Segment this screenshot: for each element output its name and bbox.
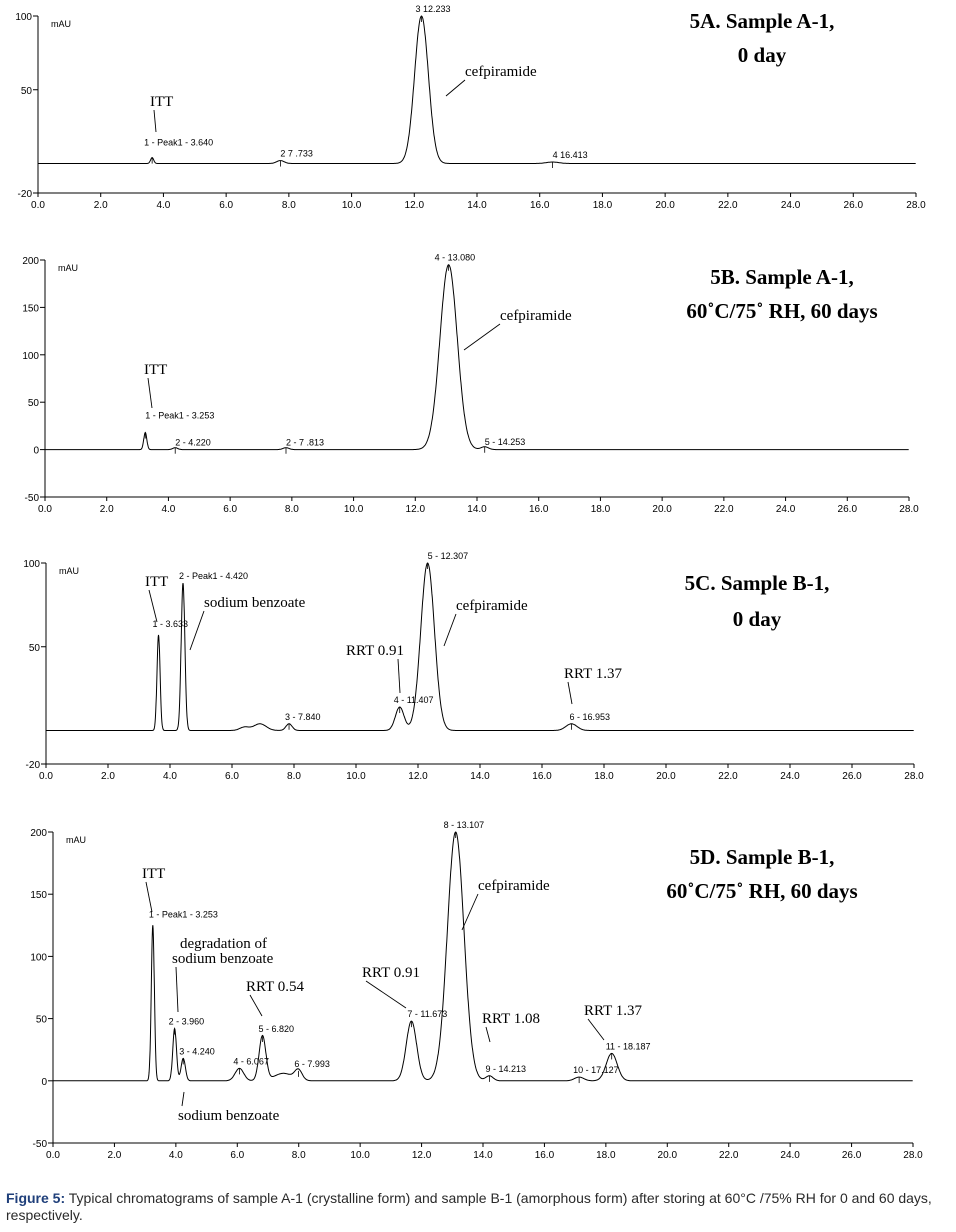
panel-title: 0 day: [737, 43, 787, 67]
chromatogram-5C: [23, 551, 924, 782]
peak-label: 2 - 7 .813: [285, 437, 325, 448]
y-tick-label: -50: [24, 493, 39, 504]
x-tick-label: 0.0: [31, 200, 45, 211]
x-tick-label: 0.0: [39, 771, 53, 782]
annotation-label: RRT 0.54: [246, 979, 305, 995]
annotation-label: RRT 1.37: [564, 666, 623, 682]
chromatogram-5A: [15, 4, 926, 211]
x-tick-label: 22.0: [718, 771, 738, 782]
annotation-leader: [568, 682, 572, 704]
x-tick-label: 12.0: [405, 504, 426, 515]
x-tick-label: 10.0: [346, 771, 366, 782]
panel-title: 5B. Sample A-1,: [710, 265, 854, 289]
annotation-leader: [250, 995, 262, 1016]
y-axis-unit: mAU: [51, 19, 71, 29]
y-tick-label: 0: [41, 1076, 47, 1088]
x-tick-label: 6.0: [219, 200, 234, 211]
x-tick-label: 24.0: [780, 771, 800, 782]
x-tick-label: 8.0: [287, 771, 301, 782]
x-tick-label: 16.0: [532, 771, 552, 782]
annotation-label: sodium benzoate: [204, 595, 306, 611]
peak-label: 5 - 6.820: [258, 1024, 295, 1035]
x-tick-label: 26.0: [837, 504, 858, 515]
x-tick-label: 4.0: [163, 771, 177, 782]
annotation-leader: [146, 882, 152, 912]
peak-label: 6 - 7.993: [294, 1058, 330, 1069]
x-tick-label: 24.0: [780, 200, 801, 211]
peak-label: 5 - 12.307: [427, 551, 469, 561]
peak-label: 2 - 4.220: [175, 437, 211, 448]
y-tick-label: 200: [22, 256, 39, 267]
annotation-label: sodium benzoate: [172, 951, 274, 967]
y-axis-unit: mAU: [59, 566, 79, 576]
x-tick-label: 18.0: [596, 1150, 616, 1161]
annotation-leader: [366, 981, 406, 1008]
y-tick-label: 0: [33, 445, 39, 457]
annotation-label: RRT 0.91: [362, 965, 421, 981]
annotation-leader: [444, 614, 456, 646]
x-tick-label: 18.0: [592, 200, 613, 211]
peak-label: 2 7 .733: [280, 148, 313, 159]
annotation-leader: [190, 611, 204, 650]
x-tick-label: 20.0: [655, 200, 675, 211]
peak-label: 7 - 11.673: [407, 1009, 448, 1020]
x-tick-label: 12.0: [404, 200, 425, 211]
annotation-leader: [154, 110, 156, 132]
x-tick-label: 22.0: [718, 1150, 739, 1161]
y-tick-label: 100: [15, 12, 32, 23]
y-tick-label: -20: [25, 760, 40, 771]
x-tick-label: 6.0: [225, 771, 239, 782]
x-tick-label: 26.0: [841, 1150, 862, 1161]
y-tick-label: 50: [20, 85, 32, 97]
annotation-label: cefpiramide: [465, 64, 537, 80]
x-tick-label: 6.0: [223, 504, 238, 515]
peak-label: 5 - 14.253: [484, 436, 526, 447]
peak-label: 4 - 11.407: [393, 695, 434, 706]
x-tick-label: 0.0: [38, 504, 52, 515]
annotation-leader: [182, 1092, 184, 1106]
x-tick-label: 28.0: [899, 504, 919, 515]
x-tick-label: 4.0: [161, 504, 176, 515]
x-tick-label: 2.0: [107, 1150, 122, 1161]
chromatogram-5D: [30, 820, 923, 1161]
x-tick-label: 22.0: [714, 504, 734, 515]
x-tick-label: 16.0: [529, 200, 550, 211]
x-tick-label: 12.0: [408, 771, 428, 782]
y-tick-label: 50: [28, 642, 40, 654]
x-tick-label: 2.0: [101, 771, 115, 782]
annotation-leader: [464, 324, 500, 350]
peak-label: 1 - Peak1 - 3.253: [145, 410, 215, 421]
panel-title: 5D. Sample B-1,: [689, 845, 835, 869]
peak-label: 6 - 16.953: [569, 711, 610, 722]
panel-title: 5C. Sample B-1,: [684, 571, 830, 595]
annotation-label: cefpiramide: [456, 598, 528, 614]
peak-label: 10 - 17.127: [573, 1065, 619, 1076]
x-tick-label: 4.0: [156, 200, 171, 211]
peak-label: 3 - 4.240: [179, 1046, 215, 1057]
y-tick-label: -20: [17, 189, 32, 200]
x-tick-label: 28.0: [906, 200, 926, 211]
annotation-leader: [446, 80, 465, 96]
annotation-label: RRT 1.37: [584, 1003, 643, 1019]
y-tick-label: 50: [27, 398, 39, 410]
peak-label: 8 - 13.107: [443, 820, 485, 830]
chromatogram-trace: [45, 265, 909, 450]
x-tick-label: 2.0: [99, 504, 114, 515]
peak-label: 1 - 3.633: [152, 619, 189, 630]
peak-label: 3 - 7.840: [285, 711, 321, 722]
peak-label: 11 - 18.187: [605, 1041, 651, 1052]
peak-label: 2 - Peak1 - 4.420: [179, 571, 249, 582]
x-tick-label: 6.0: [230, 1150, 245, 1161]
y-tick-label: 150: [22, 303, 39, 315]
peak-label: 1 - Peak1 - 3.253: [148, 909, 218, 920]
x-tick-label: 4.0: [168, 1150, 183, 1161]
y-tick-label: 50: [35, 1014, 47, 1026]
x-tick-label: 20.0: [657, 1150, 678, 1161]
annotation-label: RRT 1.08: [482, 1011, 541, 1027]
peak-label: 9 - 14.213: [485, 1063, 526, 1074]
annotation-leader: [148, 378, 152, 408]
peak-label: 3 12.233: [415, 4, 451, 14]
panel-title: 0 day: [732, 607, 782, 631]
annotation-leader: [149, 590, 157, 622]
x-tick-label: 2.0: [93, 200, 108, 211]
x-tick-label: 10.0: [341, 200, 362, 211]
y-tick-label: 100: [23, 559, 40, 570]
annotation-leader: [462, 894, 478, 930]
peak-label: 1 - Peak1 - 3.640: [144, 137, 214, 148]
peak-label: 4 16.413: [552, 150, 588, 161]
x-tick-label: 14.0: [467, 504, 487, 515]
y-tick-label: 200: [30, 828, 47, 839]
y-axis-unit: mAU: [58, 263, 78, 273]
x-tick-label: 18.0: [590, 504, 611, 515]
annotation-label: ITT: [145, 574, 169, 590]
x-tick-label: 18.0: [594, 771, 614, 782]
panel-title: 60˚C/75˚ RH, 60 days: [666, 879, 858, 903]
annotation-label: cefpiramide: [478, 878, 550, 894]
peak-label: 4 - 6.067: [233, 1056, 269, 1067]
annotation-label: ITT: [142, 866, 166, 882]
figure-caption: [6, 1190, 950, 1224]
y-tick-label: 150: [30, 890, 47, 902]
x-tick-label: 14.0: [467, 200, 487, 211]
x-tick-label: 12.0: [411, 1150, 432, 1161]
panel-title: 60˚C/75˚ RH, 60 days: [686, 299, 878, 323]
y-tick-label: 100: [22, 350, 39, 362]
x-tick-label: 10.0: [350, 1150, 370, 1161]
x-tick-label: 8.0: [281, 200, 296, 211]
x-tick-label: 16.0: [534, 1150, 555, 1161]
x-tick-label: 28.0: [904, 771, 924, 782]
x-tick-label: 10.0: [343, 504, 364, 515]
x-tick-label: 28.0: [903, 1150, 923, 1161]
x-tick-label: 26.0: [843, 200, 864, 211]
x-tick-label: 20.0: [656, 771, 676, 782]
annotation-leader: [588, 1019, 604, 1040]
x-tick-label: 20.0: [652, 504, 672, 515]
caption-text: Typical chromatograms of sample A-1 (crystalline form) and sample B-1 (amorphous form) after storing at 60°C /75% RH for 0 and 60 days, respectively.: [6, 1190, 932, 1223]
x-tick-label: 24.0: [775, 504, 796, 515]
annotation-label: RRT 0.91: [346, 643, 405, 659]
y-tick-label: 100: [30, 952, 47, 964]
y-axis-unit: mAU: [66, 835, 86, 845]
y-tick-label: -50: [32, 1139, 47, 1150]
x-tick-label: 0.0: [46, 1150, 60, 1161]
panel-title: 5A. Sample A-1,: [689, 9, 835, 33]
x-tick-label: 22.0: [718, 200, 738, 211]
x-tick-label: 8.0: [291, 1150, 306, 1161]
annotation-label: sodium benzoate: [178, 1108, 280, 1124]
x-tick-label: 14.0: [470, 771, 490, 782]
annotation-leader: [486, 1027, 490, 1042]
x-tick-label: 26.0: [842, 771, 862, 782]
annotation-label: cefpiramide: [500, 308, 572, 324]
x-tick-label: 8.0: [284, 504, 299, 515]
chromatogram-5B: [22, 253, 919, 515]
annotation-label: ITT: [150, 94, 174, 110]
annotation-leader: [398, 659, 400, 693]
peak-label: 4 - 13.080: [434, 252, 476, 263]
peak-label: 2 - 3.960: [168, 1016, 205, 1027]
x-tick-label: 16.0: [528, 504, 549, 515]
annotation-label: degradation of: [180, 936, 268, 952]
annotation-leader: [176, 967, 178, 1012]
annotation-label: ITT: [144, 362, 168, 378]
x-tick-label: 24.0: [780, 1150, 800, 1161]
caption-label: Figure 5:: [6, 1190, 66, 1206]
x-tick-label: 14.0: [473, 1150, 493, 1161]
